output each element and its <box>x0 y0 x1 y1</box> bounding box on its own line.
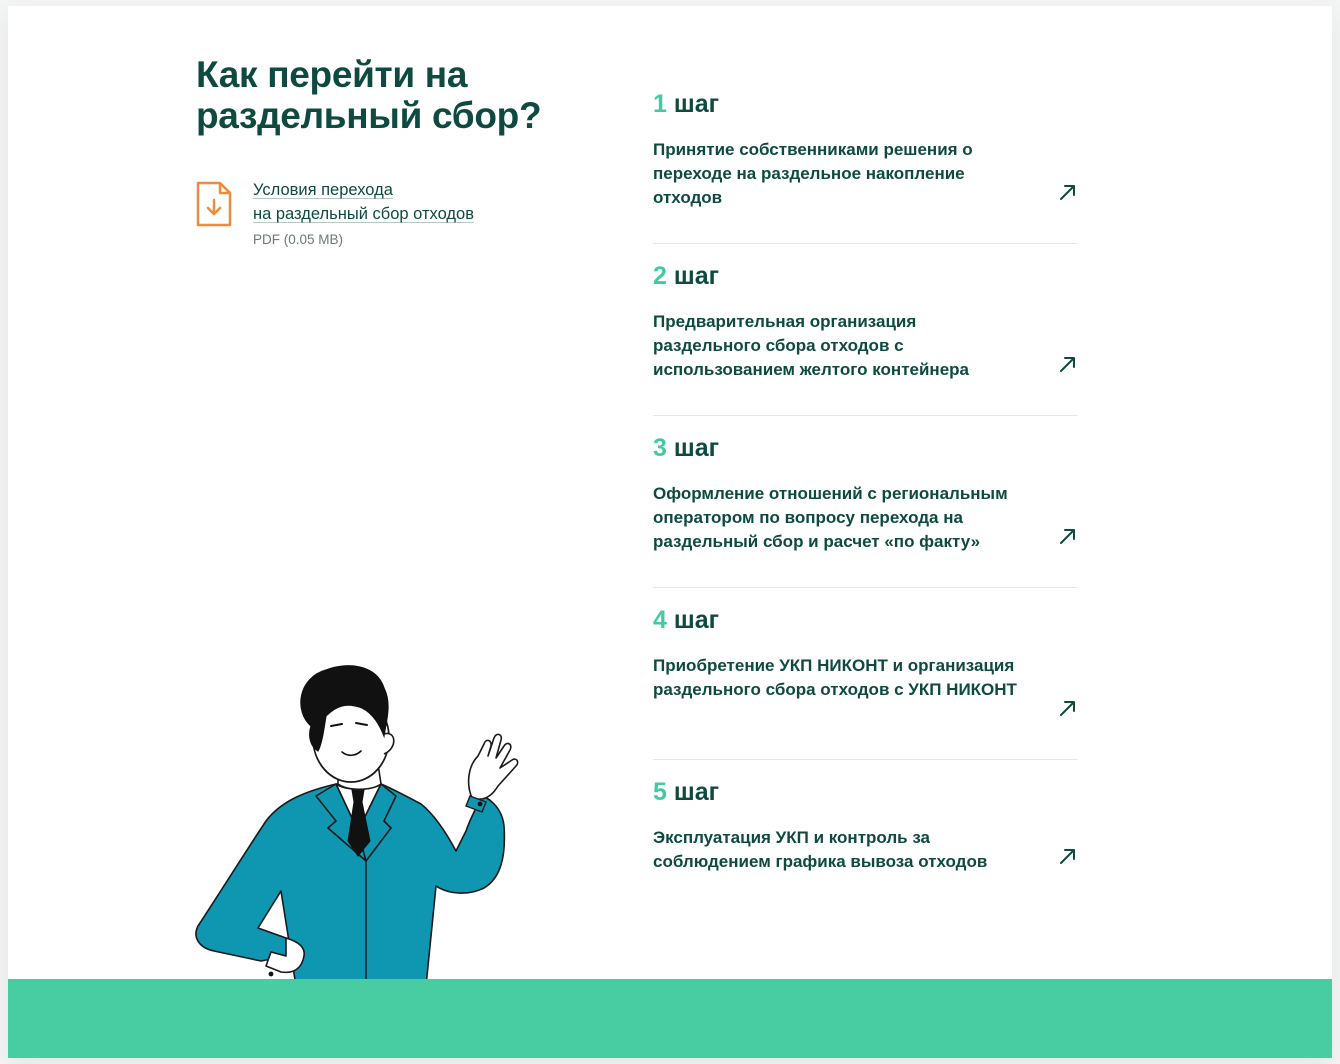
pdf-download-icon[interactable] <box>196 181 232 227</box>
document-link-line1[interactable]: Условия перехода <box>253 181 393 199</box>
step-heading <box>653 604 1078 640</box>
step-description: Предварительная организация раздельного сбора отходов с использованием желтого контейнера <box>653 312 969 379</box>
arrow-up-right-icon[interactable] <box>1058 354 1078 374</box>
step-description: Эксплуатация УКП и контроль за соблюдением графика вывоза отходов <box>653 828 988 871</box>
document-link-line2[interactable]: на раздельный сбор отходов <box>253 205 474 223</box>
step-heading <box>653 432 1078 468</box>
step-heading <box>653 776 1078 812</box>
step-word: шаг <box>673 434 720 462</box>
steps-list <box>653 72 1078 932</box>
step-item-1[interactable] <box>653 72 1078 244</box>
step-number: 5 <box>653 778 667 806</box>
step-word: шаг <box>673 778 720 806</box>
step-item-4[interactable] <box>653 588 1078 760</box>
arrow-up-right-icon[interactable] <box>1058 846 1078 866</box>
step-word: шаг <box>673 90 720 118</box>
step-item-2[interactable] <box>653 244 1078 416</box>
step-item-3[interactable] <box>653 416 1078 588</box>
step-item-5[interactable] <box>653 760 1078 932</box>
step-number: 2 <box>653 262 667 290</box>
step-number: 1 <box>653 90 667 118</box>
arrow-up-right-icon[interactable] <box>1058 182 1078 202</box>
step-heading <box>653 260 1078 296</box>
step-number: 3 <box>653 434 667 462</box>
step-description: Принятие собственниками решения о переходе на раздельное накопление отходов <box>653 140 973 207</box>
step-word: шаг <box>673 262 720 290</box>
step-word: шаг <box>673 606 720 634</box>
arrow-up-right-icon[interactable] <box>1058 698 1078 718</box>
footer-band <box>8 979 1332 1058</box>
document-download-link[interactable] <box>253 178 553 226</box>
arrow-up-right-icon[interactable] <box>1058 526 1078 546</box>
step-number: 4 <box>653 606 667 634</box>
document-meta: PDF (0.05 MB) <box>253 232 344 247</box>
page-card <box>8 6 1332 1058</box>
step-description: Приобретение УКП НИКОНТ и организация раздельного сбора отходов с УКП НИКОНТ <box>653 656 1017 699</box>
step-heading <box>653 88 1078 124</box>
step-description: Оформление отношений с региональным оператором по вопросу перехода на раздельный сбор и расчет «по факту» <box>653 484 1008 551</box>
page-title: Как перейти на раздельный сбор? <box>196 54 542 136</box>
waving-man-illustration <box>186 656 526 996</box>
